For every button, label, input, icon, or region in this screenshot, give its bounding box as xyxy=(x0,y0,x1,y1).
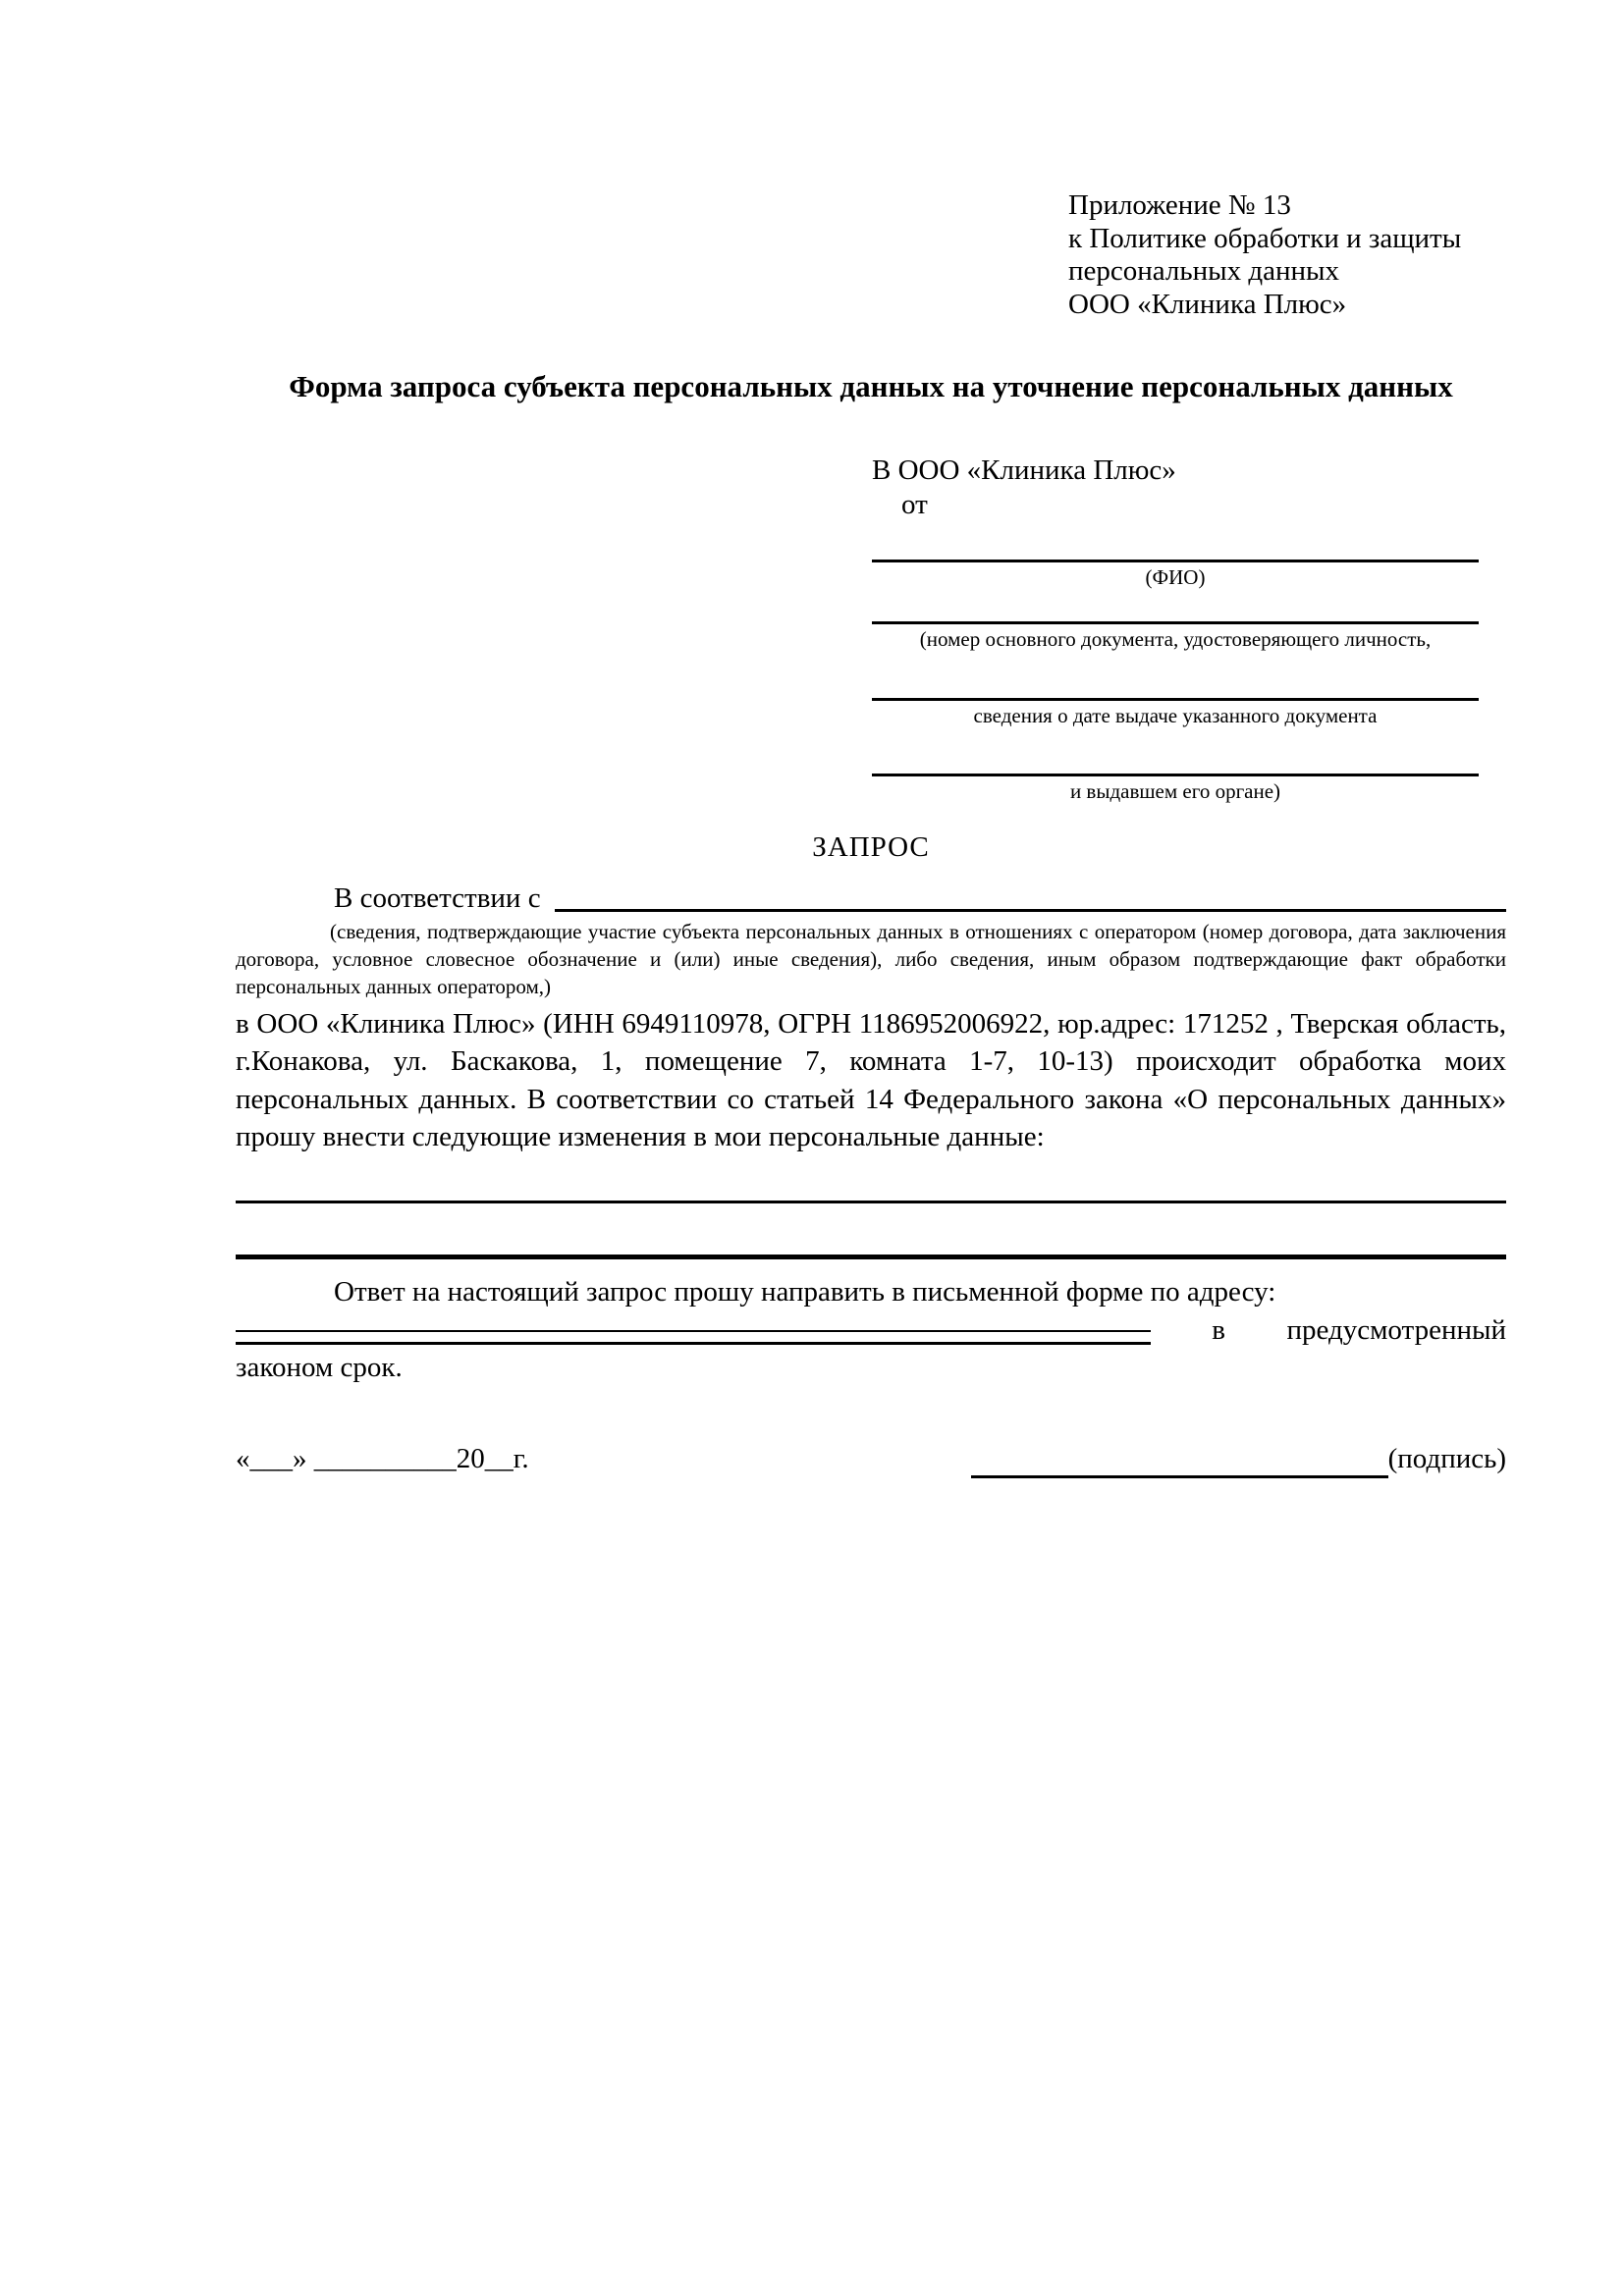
intro-blank-line xyxy=(555,909,1506,912)
annex-line-1: Приложение № 13 xyxy=(1068,189,1291,221)
intro-text: В соответствии с xyxy=(334,881,541,914)
doc-issuer-blank-line xyxy=(872,774,1479,776)
signature-blank-line xyxy=(971,1446,1388,1478)
doc-issuer-caption: и выдавшем его органе) xyxy=(1069,778,1281,803)
date-blank: «___» __________20__г. xyxy=(236,1443,529,1475)
doc-issue-date-caption: сведения о дате выдаче указанного документа xyxy=(973,703,1378,727)
address-blank-line xyxy=(236,1330,1151,1345)
annex-line-4: ООО «Клиника Плюс» xyxy=(1068,288,1347,320)
changes-blank-line-1 xyxy=(236,1201,1506,1203)
addressee-to: В ООО «Клиника Плюс» xyxy=(872,454,1176,487)
signature-block xyxy=(971,1441,1506,1478)
reply-word-term: предусмотренный xyxy=(1286,1313,1506,1346)
doc-number-caption: (номер основного документа, удостоверяющего личность, xyxy=(919,627,1432,652)
annex-block xyxy=(1068,189,1506,322)
addressee-from-label: от xyxy=(901,489,928,521)
explanation-text: (сведения, подтверждающие участие субъекта персональных данных в отношениях с оператором (номер договора, дата заключения договора, условное словесное обозначение и (или) иные сведения), либо сведения, иным образом подтверждающие факт обработки персональных данных оператором,) xyxy=(236,920,1506,999)
reply-word-v: в xyxy=(1212,1313,1225,1346)
footer-row xyxy=(236,1441,1506,1478)
fio-blank-line xyxy=(872,560,1479,562)
doc-issue-date-blank-line xyxy=(872,698,1479,701)
document-title: Форма запроса субъекта персональных данных на уточнение персональных данных xyxy=(289,368,1453,403)
annex-line-2: к Политике обработки и защиты xyxy=(1068,222,1462,254)
fio-caption: (ФИО) xyxy=(1145,565,1206,590)
reply-line-2 xyxy=(236,1311,1506,1349)
doc-number-blank-line xyxy=(872,621,1479,624)
signature-caption: (подпись) xyxy=(1387,1443,1506,1475)
changes-blank-line-2 xyxy=(236,1255,1506,1259)
annex-line-3: персональных данных xyxy=(1068,255,1340,288)
request-body: в ООО «Клиника Плюс» (ИНН 6949110978, ОГРН 1186952006922, юр.адрес: 171252 , Тверская область, г.Конакова, ул. Баскакова, 1, помещение 7, комната 1-7, 10-13) происходит обработка моих персональных данных. В соответствии со статьей 14 Федерального закона «О персональных данных» прошу внести следующие изменения в мои персональные данные: xyxy=(236,1008,1506,1152)
reply-line-1: Ответ на настоящий запрос прошу направить в письменной форме по адресу: xyxy=(334,1276,1276,1308)
reply-line-3: законом срок. xyxy=(236,1351,403,1383)
request-heading: ЗАПРОС xyxy=(812,831,930,864)
intro-row xyxy=(236,881,1506,918)
addressee-block xyxy=(872,454,1479,804)
